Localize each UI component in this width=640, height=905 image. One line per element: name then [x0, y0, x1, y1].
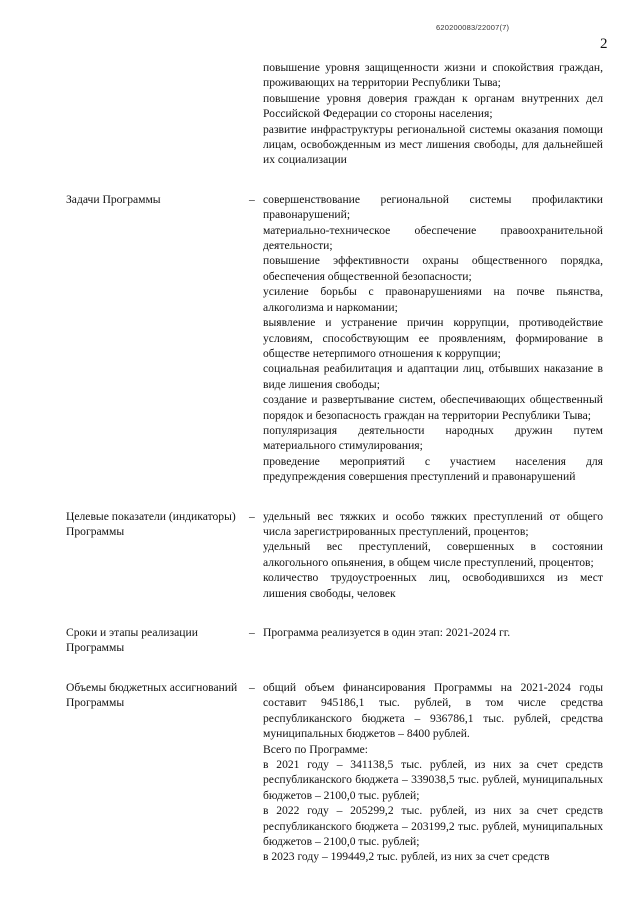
row-content [263, 680, 603, 865]
document-id: 620200083/22007(7) [436, 23, 510, 32]
paragraph: проведение мероприятий с участием населения для предупреждения совершения преступлений и правонарушений [263, 454, 603, 484]
paragraph: создание и развертывание систем, обеспечивающих общественный порядок и безопасность граждан на территории Республики Тыва; [263, 393, 603, 422]
passport-row-indicators [0, 509, 640, 601]
paragraph: развитие инфраструктуры региональной системы оказания помощи лицам, освобожденным из мест лишения свободы, для дальнейшей их социализации [263, 122, 603, 167]
paragraph: удельный вес тяжких и особо тяжких преступлений от общего числа зарегистрированных преступлений, процентов; [263, 509, 603, 538]
passport-row-tasks [0, 192, 640, 485]
paragraph: повышение уровня доверия граждан к органам внутренних дел Российской Федерации со стороны населения; [263, 91, 603, 121]
passport-row-goals-continued [0, 60, 640, 168]
paragraph: количество трудоустроенных лиц, освободившихся из мест лишения свободы, человек [263, 571, 603, 600]
passport-row-budget [0, 680, 640, 865]
paragraph: совершенствование региональной системы профилактики правонарушений; [263, 192, 603, 222]
page-number: 2 [600, 36, 608, 52]
paragraph: в 2023 году – 199449,2 тыс. рублей, из них за счет средств [263, 850, 550, 864]
row-dash: – [249, 509, 255, 523]
paragraph: социальная реабилитация и адаптации лиц, отбывших наказание в виде лишения свободы; [263, 362, 603, 391]
paragraph: усиление борьбы с правонарушениями на почве пьянства, алкоголизма и наркомании; [263, 285, 603, 314]
paragraph: в 2022 году – 205299,2 тыс. рублей, из них за счет средств республиканского бюджета – 203199,2 тыс. рублей, муниципальных бюджетов – 2100,0 тыс. рублей; [263, 804, 603, 849]
passport-row-timeline [0, 625, 640, 656]
row-label: Задачи Программы [66, 192, 161, 206]
paragraph: общий объем финансирования Программы на 2021-2024 годы составит 945186,1 тыс. рублей, в том числе средства республиканского бюджета – 936786,1 тыс. рублей, средства муниципальных бюджетов – 8400 рублей. [263, 681, 603, 741]
paragraph: повышение эффективности охраны общественного порядка, обеспечения общественной безопасности; [263, 254, 603, 283]
row-dash: – [249, 192, 255, 206]
paragraph: выявление и устранение причин коррупции, противодействие условиям, способствующим ее проявлениям, формирование в обществе нетерпимого отношения к коррупции; [263, 316, 603, 360]
row-label: Сроки и этапы реализации Программы [66, 626, 198, 655]
row-label: Целевые показатели (индикаторы) Программы [66, 509, 236, 538]
row-dash: – [249, 681, 255, 694]
paragraph: в 2021 году – 341138,5 тыс. рублей, из них за счет средств республиканского бюджета – 339038,5 тыс. рублей, муниципальных бюджетов – 2100,0 тыс. рублей; [263, 758, 603, 802]
row-content [263, 192, 603, 485]
row-content [263, 60, 603, 168]
row-label: Объемы бюджетных ассигнований Программы [66, 681, 238, 710]
paragraph: повышение уровня защищенности жизни и спокойствия граждан, проживающих на территории Республики Тыва; [263, 61, 603, 90]
row-content [263, 509, 603, 601]
paragraph: Программа реализуется в один этап: 2021-2024 гг. [263, 626, 511, 639]
paragraph: удельный вес преступлений, совершенных в состоянии алкогольного опьянения, в общем числе преступлений, процентов; [263, 540, 603, 569]
row-dash: – [249, 626, 255, 639]
paragraph: Всего по Программе: [263, 742, 368, 756]
row-content [263, 625, 603, 640]
paragraph: популяризация деятельности народных дружин путем материального стимулирования; [263, 423, 603, 453]
paragraph: материально-техническое обеспечение правоохранительной деятельности; [263, 223, 603, 253]
program-passport-table [0, 60, 640, 865]
